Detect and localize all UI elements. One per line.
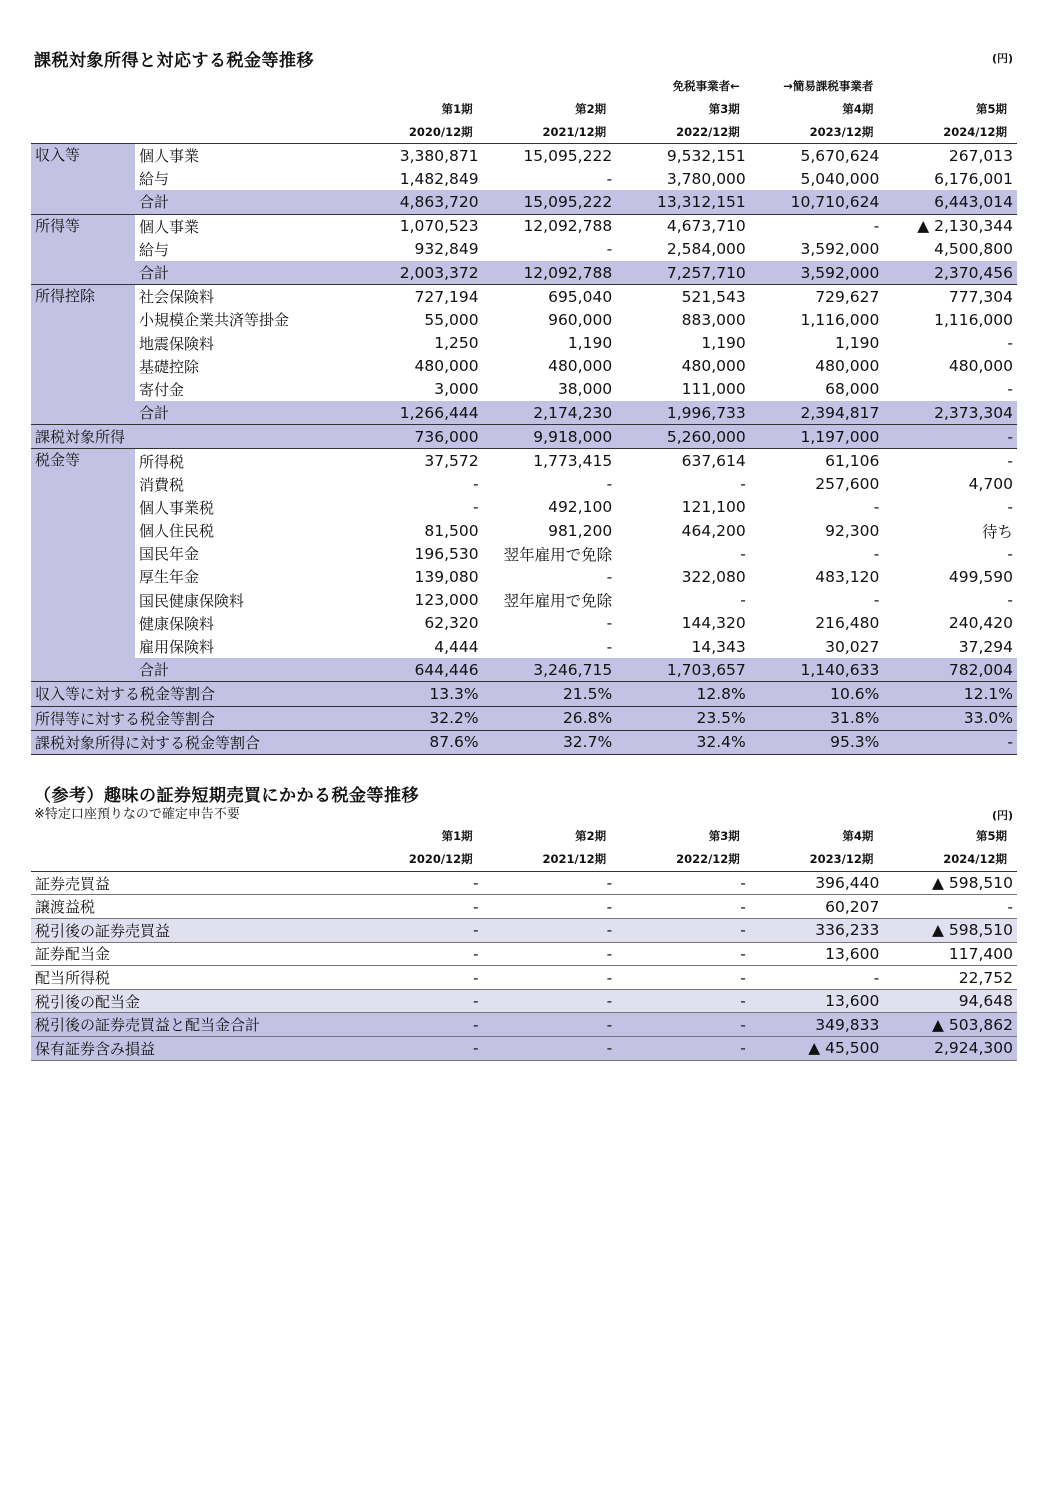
table-row bbox=[31, 425, 1017, 449]
ratio-row bbox=[31, 706, 1017, 730]
value-cell: 4,500,800 bbox=[934, 240, 1013, 259]
value-cell: 123,000 bbox=[414, 591, 479, 610]
value-cell: 4,673,710 bbox=[616, 214, 750, 238]
value-cell: - bbox=[750, 966, 884, 990]
value-cell: 111,000 bbox=[681, 380, 746, 399]
row-label: 寄付金 bbox=[139, 380, 185, 399]
row-label: 基礎控除 bbox=[139, 357, 200, 376]
value-cell: - bbox=[483, 989, 617, 1013]
value-cell: 3,592,000 bbox=[800, 240, 880, 259]
value-cell: 55,000 bbox=[424, 310, 479, 329]
value-cell: 31.8% bbox=[750, 706, 884, 730]
value-cell: 23.5% bbox=[616, 706, 750, 730]
value-cell: - bbox=[616, 942, 750, 966]
value-cell: 5,040,000 bbox=[800, 169, 880, 188]
year-header: 2024/12期 bbox=[943, 124, 1007, 139]
category-cell: 所得等 bbox=[31, 214, 135, 285]
value-cell: 1,190 bbox=[835, 334, 880, 353]
table-row bbox=[31, 895, 1017, 919]
value-cell: 695,040 bbox=[483, 285, 617, 309]
value-cell: - bbox=[483, 942, 617, 966]
value-cell: 3,592,000 bbox=[750, 261, 884, 285]
value-cell: 480,000 bbox=[414, 357, 479, 376]
value-cell: 117,400 bbox=[883, 942, 1017, 966]
value-cell: - bbox=[349, 895, 483, 919]
value-cell: - bbox=[883, 425, 1017, 449]
value-cell: 61,106 bbox=[750, 449, 884, 473]
table-row bbox=[31, 449, 1017, 473]
value-cell: 60,207 bbox=[750, 895, 884, 919]
value-cell: - bbox=[349, 1037, 483, 1061]
report-page bbox=[31, 44, 1017, 1061]
value-cell: 322,080 bbox=[681, 567, 746, 586]
value-cell: - bbox=[1007, 544, 1013, 563]
value-cell: 121,100 bbox=[681, 498, 746, 517]
table-row bbox=[31, 565, 1017, 588]
value-cell: 68,000 bbox=[825, 380, 880, 399]
year-header: 2024/12期 bbox=[943, 852, 1007, 867]
value-cell: 1,116,000 bbox=[934, 310, 1013, 329]
value-cell: - bbox=[1007, 498, 1013, 517]
value-cell: - bbox=[616, 1013, 750, 1037]
value-cell: - bbox=[740, 475, 746, 494]
value-cell: - bbox=[883, 449, 1017, 473]
value-cell: 981,200 bbox=[548, 521, 613, 540]
status-note: →簡易課税事業者 bbox=[783, 78, 874, 93]
value-cell: 480,000 bbox=[548, 357, 613, 376]
value-cell: - bbox=[483, 919, 617, 943]
row-label: 国民健康保険料 bbox=[139, 591, 245, 610]
value-cell: - bbox=[483, 1037, 617, 1061]
value-cell: 37,572 bbox=[349, 449, 483, 473]
value-cell: 727,194 bbox=[349, 285, 483, 309]
value-cell: - bbox=[873, 498, 880, 517]
value-cell: 13.3% bbox=[349, 682, 483, 706]
value-cell: 777,304 bbox=[883, 285, 1017, 309]
table-row bbox=[31, 635, 1017, 658]
value-cell: ▲ 598,510 bbox=[883, 871, 1017, 895]
row-label: 個人事業 bbox=[135, 214, 349, 238]
value-cell: 1,703,657 bbox=[616, 658, 750, 682]
row-label: 課税対象所得に対する税金等割合 bbox=[31, 730, 349, 754]
category-cell: 税金等 bbox=[31, 449, 135, 682]
value-cell: 144,320 bbox=[681, 614, 746, 633]
table-row bbox=[31, 285, 1017, 309]
period-header: 第3期 bbox=[708, 101, 740, 116]
value-cell: 待ち bbox=[981, 522, 1013, 541]
tax-summary-table bbox=[31, 143, 1017, 755]
value-cell: 81,500 bbox=[424, 521, 479, 540]
value-cell: 521,543 bbox=[616, 285, 750, 309]
value-cell: 1,482,849 bbox=[399, 169, 479, 188]
value-cell: - bbox=[616, 966, 750, 990]
value-cell: 13,600 bbox=[750, 989, 884, 1013]
value-cell: 2,003,372 bbox=[349, 261, 483, 285]
value-cell: 932,849 bbox=[414, 240, 479, 259]
table-row bbox=[31, 871, 1017, 895]
value-cell: 1,996,733 bbox=[616, 401, 750, 425]
value-cell: - bbox=[349, 919, 483, 943]
value-cell: 92,300 bbox=[825, 521, 880, 540]
value-cell: 5,670,624 bbox=[750, 144, 884, 168]
value-cell: 10.6% bbox=[750, 682, 884, 706]
year-header: 2022/12期 bbox=[676, 852, 740, 867]
value-cell: 翌年雇用で免除 bbox=[503, 545, 613, 564]
value-cell: 2,174,230 bbox=[483, 401, 617, 425]
value-cell: 7,257,710 bbox=[616, 261, 750, 285]
value-cell: 1,266,444 bbox=[349, 401, 483, 425]
section1-header bbox=[31, 44, 1017, 74]
section2-note: ※特定口座預りなので確定申告不要 bbox=[34, 806, 240, 822]
value-cell: 216,480 bbox=[815, 614, 880, 633]
table-row bbox=[31, 190, 1017, 214]
value-cell: 257,600 bbox=[815, 475, 880, 494]
period-header: 第2期 bbox=[575, 101, 607, 116]
table-row bbox=[31, 332, 1017, 355]
value-cell: ▲ 45,500 bbox=[750, 1037, 884, 1061]
row-label: 税引後の証券売買益 bbox=[31, 919, 349, 943]
row-label: 合計 bbox=[135, 658, 349, 682]
row-label: 証券売買益 bbox=[31, 871, 349, 895]
value-cell: 26.8% bbox=[483, 706, 617, 730]
period-header: 第3期 bbox=[708, 829, 740, 844]
row-label: 合計 bbox=[135, 261, 349, 285]
value-cell: 3,780,000 bbox=[666, 169, 746, 188]
row-label: 社会保険料 bbox=[135, 285, 349, 309]
value-cell: - bbox=[1007, 380, 1013, 399]
table-row bbox=[31, 542, 1017, 565]
period-header-row bbox=[31, 97, 1017, 120]
value-cell: 22,752 bbox=[883, 966, 1017, 990]
value-cell: 782,004 bbox=[883, 658, 1017, 682]
row-label: 個人住民税 bbox=[139, 522, 215, 541]
status-note: 免税事業者← bbox=[672, 78, 740, 93]
row-label: 合計 bbox=[135, 190, 349, 214]
table-row bbox=[31, 496, 1017, 519]
row-label: 税引後の配当金 bbox=[31, 989, 349, 1013]
value-cell: - bbox=[349, 989, 483, 1013]
value-cell: 6,176,001 bbox=[934, 169, 1013, 188]
category-cell: 収入等 bbox=[31, 144, 135, 215]
value-cell: 95.3% bbox=[750, 730, 884, 754]
value-cell: 492,100 bbox=[548, 498, 613, 517]
row-label: 小規模企業共済等掛金 bbox=[139, 311, 290, 330]
value-cell: ▲ 2,130,344 bbox=[883, 214, 1017, 238]
value-cell: - bbox=[473, 498, 479, 517]
value-cell: - bbox=[1007, 334, 1013, 353]
value-cell: 30,027 bbox=[825, 637, 880, 656]
value-cell: 349,833 bbox=[750, 1013, 884, 1037]
year-header-row bbox=[31, 848, 1017, 871]
value-cell: 翌年雇用で免除 bbox=[503, 592, 613, 611]
period-header: 第5期 bbox=[975, 829, 1007, 844]
value-cell: - bbox=[606, 475, 613, 494]
table-row bbox=[31, 612, 1017, 635]
row-label: 健康保険料 bbox=[139, 614, 215, 633]
value-cell: 480,000 bbox=[681, 357, 746, 376]
value-cell: - bbox=[483, 895, 617, 919]
row-label: 厚生年金 bbox=[139, 568, 200, 587]
table-row bbox=[31, 519, 1017, 542]
value-cell: 1,140,633 bbox=[750, 658, 884, 682]
section2-unit: (円) bbox=[991, 808, 1013, 822]
table-row bbox=[31, 355, 1017, 378]
value-cell: 480,000 bbox=[815, 357, 880, 376]
value-cell: - bbox=[883, 730, 1017, 754]
value-cell: 729,627 bbox=[750, 285, 884, 309]
year-header: 2023/12期 bbox=[809, 124, 874, 139]
value-cell: 21.5% bbox=[483, 682, 617, 706]
value-cell: 15,095,222 bbox=[483, 144, 617, 168]
value-cell: - bbox=[750, 214, 884, 238]
row-label: 消費税 bbox=[139, 475, 185, 494]
category-cell: 所得控除 bbox=[31, 285, 135, 425]
value-cell: - bbox=[740, 544, 746, 563]
table-row bbox=[31, 942, 1017, 966]
value-cell: 10,710,624 bbox=[750, 190, 884, 214]
value-cell: 3,246,715 bbox=[483, 658, 617, 682]
value-cell: - bbox=[606, 567, 613, 586]
table-row bbox=[31, 589, 1017, 612]
value-cell: 9,532,151 bbox=[616, 144, 750, 168]
row-label: 給与 bbox=[139, 170, 170, 189]
row-label: 給与 bbox=[139, 240, 170, 259]
table-row bbox=[31, 658, 1017, 682]
value-cell: 3,380,871 bbox=[349, 144, 483, 168]
value-cell: 37,294 bbox=[958, 637, 1013, 656]
value-cell: - bbox=[349, 942, 483, 966]
value-cell: - bbox=[616, 919, 750, 943]
table-row bbox=[31, 1013, 1017, 1037]
value-cell: 4,444 bbox=[434, 637, 479, 656]
value-cell: 12.1% bbox=[883, 682, 1017, 706]
table-row bbox=[31, 989, 1017, 1013]
value-cell: - bbox=[483, 1013, 617, 1037]
period-header: 第5期 bbox=[975, 101, 1007, 116]
row-label: 所得等に対する税金等割合 bbox=[31, 706, 349, 730]
year-header: 2020/12期 bbox=[408, 124, 473, 139]
value-cell: 13,600 bbox=[750, 942, 884, 966]
section1-unit: (円) bbox=[991, 52, 1013, 65]
value-cell: 2,584,000 bbox=[666, 240, 746, 259]
value-cell: 12,092,788 bbox=[483, 214, 617, 238]
value-cell: 87.6% bbox=[349, 730, 483, 754]
value-cell: 499,590 bbox=[948, 567, 1013, 586]
period-header: 第2期 bbox=[575, 829, 607, 844]
value-cell: 1,197,000 bbox=[750, 425, 884, 449]
ratio-row bbox=[31, 682, 1017, 706]
value-cell: 62,320 bbox=[424, 614, 479, 633]
row-label: 配当所得税 bbox=[31, 966, 349, 990]
year-header: 2022/12期 bbox=[676, 124, 740, 139]
value-cell: 32.7% bbox=[483, 730, 617, 754]
value-cell: 1,190 bbox=[567, 334, 613, 353]
value-cell: - bbox=[483, 871, 617, 895]
value-cell: 14,343 bbox=[691, 637, 746, 656]
year-header: 2021/12期 bbox=[542, 852, 607, 867]
value-cell: 1,773,415 bbox=[483, 449, 617, 473]
table-row bbox=[31, 919, 1017, 943]
section2-title: （参考）趣味の証券短期売買にかかる税金等推移 bbox=[34, 785, 419, 806]
row-label: 個人事業 bbox=[135, 144, 349, 168]
value-cell: - bbox=[873, 591, 880, 610]
value-cell: 480,000 bbox=[948, 357, 1013, 376]
year-header: 2023/12期 bbox=[809, 852, 874, 867]
value-cell: 32.4% bbox=[616, 730, 750, 754]
value-cell: 644,446 bbox=[349, 658, 483, 682]
value-cell: 483,120 bbox=[815, 567, 880, 586]
value-cell: - bbox=[616, 871, 750, 895]
value-cell: 13,312,151 bbox=[616, 190, 750, 214]
period-header: 第1期 bbox=[441, 829, 473, 844]
value-cell: 464,200 bbox=[681, 521, 746, 540]
value-cell: 4,700 bbox=[968, 475, 1013, 494]
value-cell: 196,530 bbox=[414, 544, 479, 563]
securities-table bbox=[31, 871, 1017, 1061]
year-header: 2021/12期 bbox=[542, 124, 607, 139]
value-cell: - bbox=[616, 895, 750, 919]
value-cell: - bbox=[883, 895, 1017, 919]
value-cell: 736,000 bbox=[349, 425, 483, 449]
value-cell: - bbox=[349, 871, 483, 895]
value-cell: 5,260,000 bbox=[616, 425, 750, 449]
row-label: 税引後の証券売買益と配当金合計 bbox=[31, 1013, 349, 1037]
value-cell: - bbox=[473, 475, 479, 494]
value-cell: - bbox=[1007, 591, 1013, 610]
value-cell: - bbox=[616, 1037, 750, 1061]
value-cell: 336,233 bbox=[750, 919, 884, 943]
row-label: 雇用保険料 bbox=[139, 638, 215, 657]
value-cell: - bbox=[606, 240, 613, 259]
value-cell: 6,443,014 bbox=[883, 190, 1017, 214]
value-cell: - bbox=[873, 544, 880, 563]
value-cell: 139,080 bbox=[414, 567, 479, 586]
value-cell: - bbox=[616, 989, 750, 1013]
value-cell: 94,648 bbox=[883, 989, 1017, 1013]
row-label: 地震保険料 bbox=[139, 334, 215, 353]
value-cell: 883,000 bbox=[681, 310, 746, 329]
value-cell: 2,370,456 bbox=[883, 261, 1017, 285]
table-row bbox=[31, 144, 1017, 168]
row-label: 証券配当金 bbox=[31, 942, 349, 966]
value-cell: 15,095,222 bbox=[483, 190, 617, 214]
value-cell: 2,394,817 bbox=[750, 401, 884, 425]
row-label: 収入等に対する税金等割合 bbox=[31, 682, 349, 706]
value-cell: 2,924,300 bbox=[883, 1037, 1017, 1061]
year-header-row bbox=[31, 120, 1017, 143]
value-cell: - bbox=[606, 637, 613, 656]
value-cell: 32.2% bbox=[349, 706, 483, 730]
period-header: 第4期 bbox=[842, 829, 874, 844]
value-cell: 9,918,000 bbox=[483, 425, 617, 449]
category-cell: 課税対象所得 bbox=[31, 425, 349, 449]
section1-title: 課税対象所得と対応する税金等推移 bbox=[34, 51, 314, 71]
value-cell: - bbox=[349, 1013, 483, 1037]
table-row bbox=[31, 473, 1017, 496]
row-label: 所得税 bbox=[135, 449, 349, 473]
table-row bbox=[31, 378, 1017, 401]
value-cell: - bbox=[606, 169, 613, 188]
row-label: 合計 bbox=[135, 401, 349, 425]
value-cell: 12,092,788 bbox=[483, 261, 617, 285]
row-label: 保有証券含み損益 bbox=[31, 1037, 349, 1061]
value-cell: 38,000 bbox=[557, 380, 613, 399]
table-row bbox=[31, 167, 1017, 190]
table-row bbox=[31, 261, 1017, 285]
period-header: 第1期 bbox=[441, 101, 473, 116]
row-label: 譲渡益税 bbox=[31, 895, 349, 919]
value-cell: ▲ 503,862 bbox=[883, 1013, 1017, 1037]
period-header: 第4期 bbox=[842, 101, 874, 116]
row-label: 個人事業税 bbox=[139, 498, 215, 517]
value-cell: 267,013 bbox=[883, 144, 1017, 168]
value-cell: 12.8% bbox=[616, 682, 750, 706]
value-cell: 3,000 bbox=[434, 380, 479, 399]
table-row bbox=[31, 308, 1017, 331]
table-row bbox=[31, 238, 1017, 261]
value-cell: 4,863,720 bbox=[349, 190, 483, 214]
value-cell: 240,420 bbox=[948, 614, 1013, 633]
row-label: 国民年金 bbox=[139, 545, 200, 564]
table-row bbox=[31, 214, 1017, 238]
value-cell: 1,250 bbox=[434, 334, 479, 353]
value-cell: - bbox=[483, 966, 617, 990]
value-cell: - bbox=[606, 614, 613, 633]
value-cell: 637,614 bbox=[616, 449, 750, 473]
year-header: 2020/12期 bbox=[408, 852, 473, 867]
value-cell: 1,070,523 bbox=[349, 214, 483, 238]
ratio-row bbox=[31, 730, 1017, 754]
period-header-row bbox=[31, 825, 1017, 848]
section2-header bbox=[31, 779, 1017, 825]
value-cell: 33.0% bbox=[883, 706, 1017, 730]
table-row bbox=[31, 1037, 1017, 1061]
table-row bbox=[31, 401, 1017, 425]
value-cell: 960,000 bbox=[548, 310, 613, 329]
status-note-row bbox=[31, 74, 1017, 97]
value-cell: ▲ 598,510 bbox=[883, 919, 1017, 943]
table-row bbox=[31, 966, 1017, 990]
value-cell: - bbox=[349, 966, 483, 990]
value-cell: 2,373,304 bbox=[883, 401, 1017, 425]
value-cell: 396,440 bbox=[750, 871, 884, 895]
value-cell: - bbox=[740, 591, 746, 610]
value-cell: 1,190 bbox=[701, 334, 746, 353]
value-cell: 1,116,000 bbox=[800, 310, 880, 329]
